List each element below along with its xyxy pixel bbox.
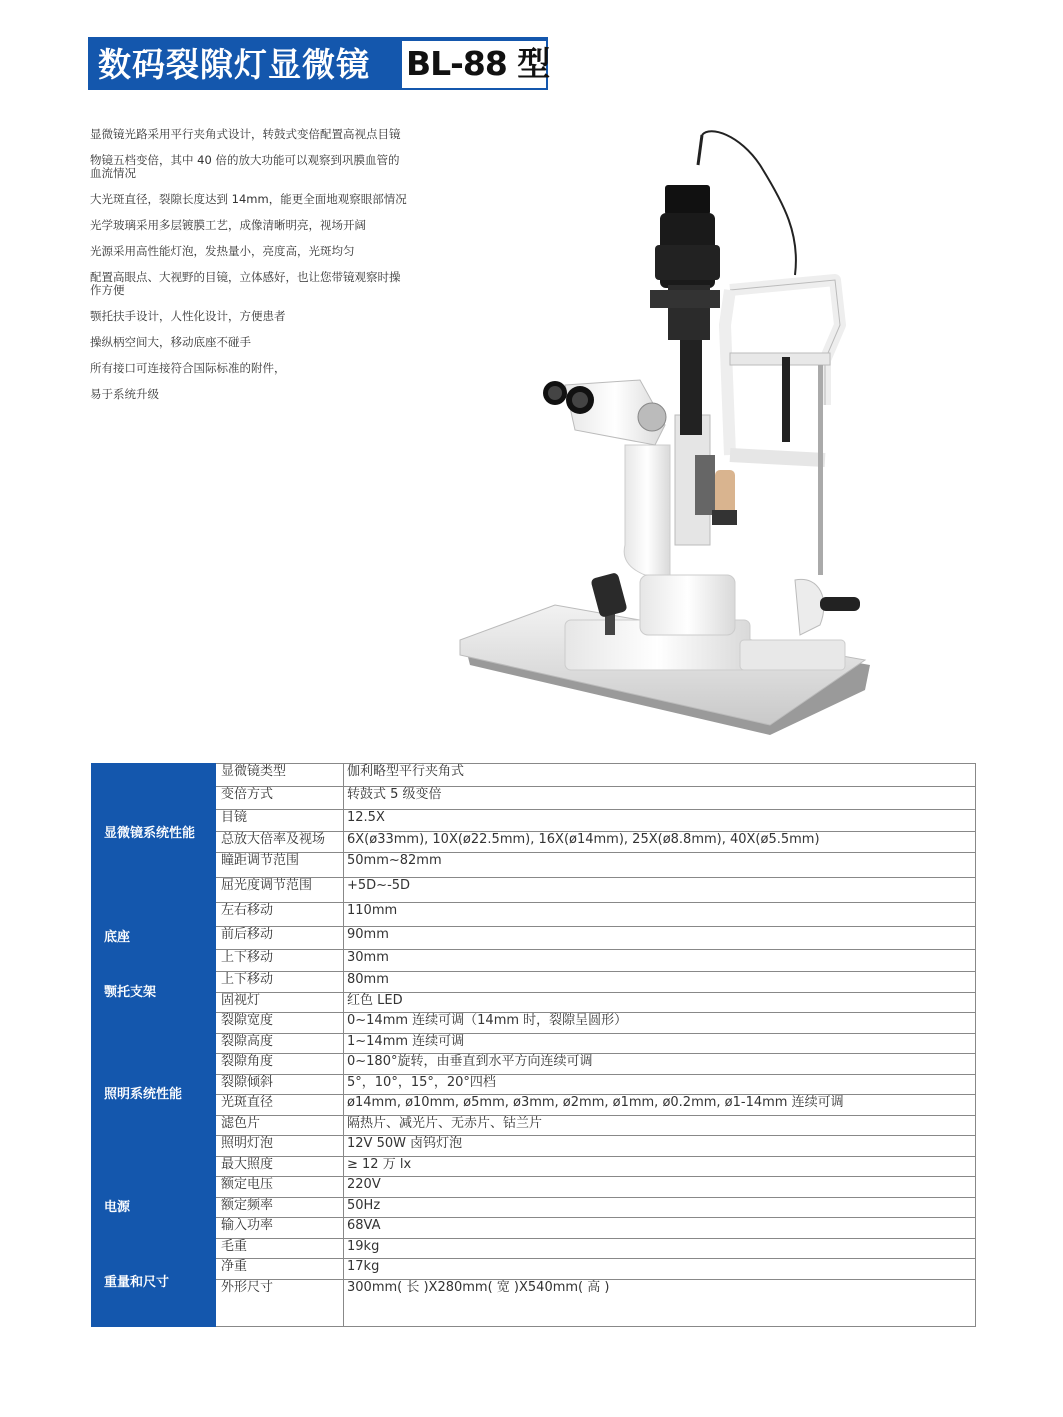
spec-label: 裂隙倾斜 <box>216 1075 344 1095</box>
feature-item: 易于系统升级 <box>90 387 159 401</box>
spec-label: 净重 <box>216 1259 344 1280</box>
category-cell: 显微镜系统性能 <box>92 764 216 903</box>
model-badge <box>402 41 550 88</box>
spec-label: 上下移动 <box>216 972 344 993</box>
table-row <box>92 1136 976 1157</box>
spec-value: 12.5X <box>344 810 976 832</box>
table-row <box>92 950 976 972</box>
spec-value: 伽利略型平行夹角式 <box>344 764 976 787</box>
category-cell: 底座 <box>92 903 216 972</box>
spec-value: 1~14mm 连续可调 <box>344 1034 976 1054</box>
feature-item: 显微镜光路采用平行夹角式设计，转鼓式变倍配置高视点目镜 <box>90 127 401 141</box>
model-name: BL-88 型 <box>406 44 550 83</box>
spec-table <box>91 763 975 1327</box>
spec-label: 最大照度 <box>216 1157 344 1177</box>
table-row <box>92 764 976 787</box>
slit-lamp-image <box>440 125 880 750</box>
spec-label: 总放大倍率及视场 <box>216 832 344 853</box>
feature-item: 配置高眼点、大视野的目镜，立体感好，也让您带镜观察时操作方便 <box>90 270 401 297</box>
spec-label: 屈光度调节范围 <box>216 878 344 903</box>
table-row <box>92 1075 976 1095</box>
page-title: 数码裂隙灯显微镜 <box>98 45 370 84</box>
spec-value: 68VA <box>344 1218 976 1239</box>
spec-label: 照明灯泡 <box>216 1136 344 1157</box>
spec-value: 转鼓式 5 级变倍 <box>344 787 976 810</box>
table-row <box>92 993 976 1013</box>
spec-value: 0~180°旋转，由垂直到水平方向连续可调 <box>344 1054 976 1075</box>
spec-value: 隔热片、减光片、无赤片、钴兰片 <box>344 1116 976 1136</box>
spec-value: ø14mm, ø10mm, ø5mm, ø3mm, ø2mm, ø1mm, ø0.2mm, ø1-14mm 连续可调 <box>344 1095 976 1116</box>
spec-value: 90mm <box>344 927 976 950</box>
feature-item: 颚托扶手设计，人性化设计，方便患者 <box>90 309 286 323</box>
spec-label: 瞳距调节范围 <box>216 853 344 878</box>
spec-value: 50mm~82mm <box>344 853 976 878</box>
spec-label: 外形尺寸 <box>216 1280 344 1327</box>
table-row <box>92 810 976 832</box>
spec-value: +5D~-5D <box>344 878 976 903</box>
table-row <box>92 787 976 810</box>
spec-value: 17kg <box>344 1259 976 1280</box>
spec-label: 目镜 <box>216 810 344 832</box>
spec-label: 输入功率 <box>216 1218 344 1239</box>
table-row <box>92 878 976 903</box>
table-row <box>92 972 976 993</box>
spec-label: 光斑直径 <box>216 1095 344 1116</box>
category-cell: 重量和尺寸 <box>92 1239 216 1327</box>
table-row <box>92 1116 976 1136</box>
spec-label: 滤色片 <box>216 1116 344 1136</box>
spec-value: ≥ 12 万 lx <box>344 1157 976 1177</box>
table-row <box>92 1095 976 1116</box>
feature-item: 光源采用高性能灯泡，发热量小，亮度高，光斑均匀 <box>90 244 355 258</box>
title-banner <box>88 37 548 90</box>
spec-label: 裂隙角度 <box>216 1054 344 1075</box>
table-row <box>92 903 976 927</box>
spec-label: 变倍方式 <box>216 787 344 810</box>
feature-item: 大光斑直径，裂隙长度达到 14mm，能更全面地观察眼部情况 <box>90 192 407 206</box>
spec-value: 220V <box>344 1177 976 1198</box>
table-row <box>92 1054 976 1075</box>
spec-value: 12V 50W 卤钨灯泡 <box>344 1136 976 1157</box>
spec-label: 裂隙高度 <box>216 1034 344 1054</box>
feature-item: 光学玻璃采用多层镀膜工艺，成像清晰明亮，视场开阔 <box>90 218 366 232</box>
spec-label: 前后移动 <box>216 927 344 950</box>
category-cell: 电源 <box>92 1177 216 1239</box>
table-row <box>92 1259 976 1280</box>
spec-value: 80mm <box>344 972 976 993</box>
feature-item: 物镜五档变倍，其中 40 倍的放大功能可以观察到巩膜血管的血流情况 <box>90 153 400 180</box>
table-row <box>92 1034 976 1054</box>
spec-label: 固视灯 <box>216 993 344 1013</box>
spec-value: 6X(ø33mm), 10X(ø22.5mm), 16X(ø14mm), 25X(ø8.8mm), 40X(ø5.5mm) <box>344 832 976 853</box>
category-cell: 照明系统性能 <box>92 1013 216 1177</box>
spec-value: 50Hz <box>344 1198 976 1218</box>
table-row <box>92 1157 976 1177</box>
spec-label: 裂隙宽度 <box>216 1013 344 1034</box>
table-row <box>92 853 976 878</box>
category-cell: 颚托支架 <box>92 972 216 1013</box>
feature-list <box>90 128 410 414</box>
table-row <box>92 832 976 853</box>
feature-item: 操纵柄空间大，移动底座不碰手 <box>90 335 251 349</box>
spec-value: 300mm( 长 )X280mm( 宽 )X540mm( 高 ) <box>344 1280 976 1327</box>
spec-value: 110mm <box>344 903 976 927</box>
spec-value: 5°，10°，15°，20°四档 <box>344 1075 976 1095</box>
spec-label: 显微镜类型 <box>216 764 344 787</box>
spec-value: 30mm <box>344 950 976 972</box>
spec-label: 额定频率 <box>216 1198 344 1218</box>
table-row <box>92 927 976 950</box>
table-row <box>92 1177 976 1198</box>
spec-value: 红色 LED <box>344 993 976 1013</box>
table-row <box>92 1013 976 1034</box>
feature-item: 所有接口可连接符合国际标准的附件， <box>90 361 286 375</box>
table-row <box>92 1198 976 1218</box>
spec-label: 左右移动 <box>216 903 344 927</box>
table-row <box>92 1218 976 1239</box>
spec-label: 毛重 <box>216 1239 344 1259</box>
spec-label: 额定电压 <box>216 1177 344 1198</box>
table-row <box>92 1280 976 1327</box>
table-row <box>92 1239 976 1259</box>
spec-label: 上下移动 <box>216 950 344 972</box>
spec-value: 0~14mm 连续可调（14mm 时，裂隙呈圆形） <box>344 1013 976 1034</box>
spec-value: 19kg <box>344 1239 976 1259</box>
